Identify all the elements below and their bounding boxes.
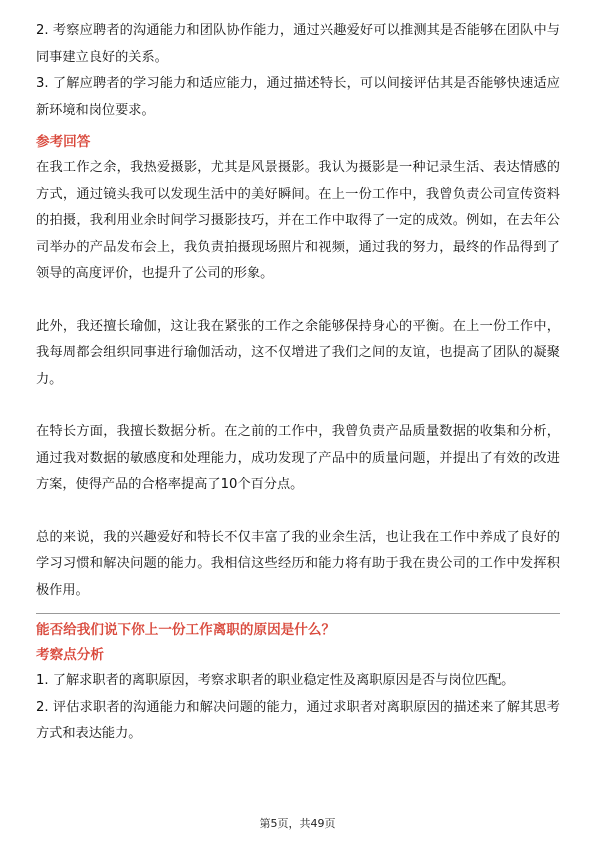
- paragraph-gap: [36, 393, 560, 419]
- paragraph-gap: [36, 288, 560, 314]
- answer-paragraph-4: 总的来说，我的兴趣爱好和特长不仅丰富了我的业余生活，也让我在工作中养成了良好的学习习惯和解决问题的能力。我相信这些经历和能力将有助于我在贵公司的工作中发挥积极作用。: [36, 529, 560, 598]
- answer-paragraph-1: 在我工作之余，我热爱摄影，尤其是风景摄影。我认为摄影是一种记录生活、表达情感的方式，通过镜头我可以发现生活中的美好瞬间。在上一份工作中，我曾负责公司宣传资料的拍摄，我利用业余时间学习摄影技巧，并在工作中取得了一定的成效。例如，在去年公司举办的产品发布会上，我负责拍摄现场照片和视频，通过我的努力，最终的作品得到了领导的高度评价，也提升了公司的形象。: [36, 160, 560, 281]
- analysis-point-1: 1. 了解求职者的离职原因，考察求职者的职业稳定性及离职原因是否与岗位匹配。: [36, 673, 515, 688]
- page-number: 第5页，共49页: [259, 817, 336, 830]
- assessment-point-2: 2. 考察应聘者的沟通能力和团队协作能力，通过兴趣爱好可以推测其是否能够在团队中与同事建立良好的关系。: [36, 23, 560, 65]
- assessment-point-3: 3. 了解应聘者的学习能力和适应能力，通过描述特长，可以间接评估其是否能够快速适应新环境和岗位要求。: [36, 76, 560, 118]
- document-body: [36, 18, 560, 748]
- answer-heading: 参考回答: [36, 134, 91, 150]
- analysis-heading: 考察点分析: [36, 647, 104, 663]
- analysis-point-2: 2. 评估求职者的沟通能力和解决问题的能力，通过求职者对离职原因的描述来了解其思考方式和表达能力。: [36, 699, 560, 741]
- answer-paragraph-2: 此外，我还擅长瑜伽，这让我在紧张的工作之余能够保持身心的平衡。在上一份工作中，我每周都会组织同事进行瑜伽活动，这不仅增进了我们之间的友谊，也提高了团队的凝聚力。: [36, 318, 560, 387]
- section-divider: [36, 613, 560, 614]
- question-title: 能否给我们说下你上一份工作离职的原因是什么？: [36, 622, 336, 638]
- paragraph-gap: [36, 499, 560, 525]
- answer-paragraph-3: 在特长方面，我擅长数据分析。在之前的工作中，我曾负责产品质量数据的收集和分析，通过我对数据的敏感度和处理能力，成功发现了产品中的质量问题，并提出了有效的改进方案，使得产品的合格率提高了10个百分点。: [36, 424, 560, 492]
